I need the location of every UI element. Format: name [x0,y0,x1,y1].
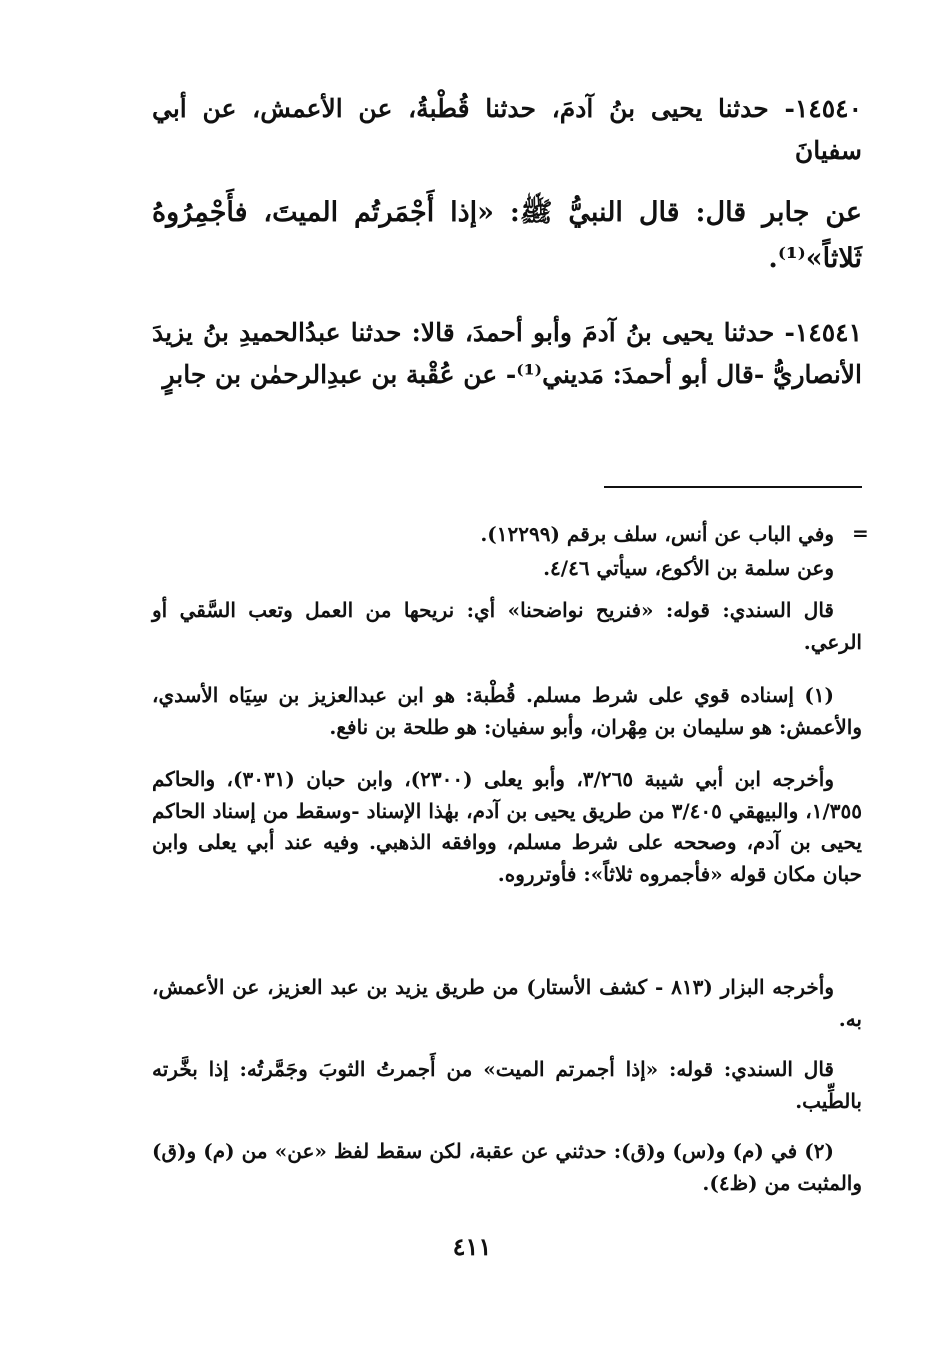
footnote-line: وأخرجه البزار (٨١٣ - كشف الأستار) من طريق يزيد بن عبد العزيز، عن الأعمش، به. [152,975,862,1031]
footnote-line: وفي الباب عن أنس، سلف برقم (١٢٢٩٩). [480,522,834,546]
footnote-1: (١) إسناده قوي على شرط مسلم. قُطْبة: هو ابن عبدالعزيز بن سِيَاه الأسدي، والأعمش: هو سليمان بن مِهْران، وأبو سفيان: هو طلحة بن نافع. [152,683,862,739]
footnote-line: قال السندي: قوله: «فنريح نواضحنا» أي: نريحها من العمل وتعب السَّقي أو الرعي. [152,598,862,654]
footnote-continuation-mark: = [852,521,869,545]
page-number: ٤١١ [452,1232,492,1261]
hadith-14541-isnad: ١٤٥٤١- حدثنا يحيى بنُ آدمَ وأبو أحمدَ، قالا: حدثنا عبدُالحميدِ بنُ يزيدَ الأنصاريُّ -قال أبو أحمدَ: مَديني⁽¹⁾- عن عُقْبة بن عبدِالرحمٰن بن جابرٍ [152,318,862,389]
footnote-divider [604,486,862,488]
hadith-14540-text: عن جابر قال: قال النبيُّ ﷺ: «إذا أَجْمَرتُم الميتَ، فأَجْمِرُوهُ ثَلاثاً»⁽¹⁾. [152,197,862,274]
footnote-line: قال السندي: قوله: «إذا أجمرتم الميت» من أَجمرتُ الثوبَ وجَمَّرتُه: إذا بخَّرته بالطِّيب. [152,1057,862,1113]
footnote-line: وعن سلمة بن الأكوع، سيأتي ٤/٤٦. [543,556,834,580]
footnote-line: وأخرجه ابن أبي شيبة ٣/٢٦٥، وأبو يعلى (٢٣٠٠)، وابن حبان (٣٠٣١)، والحاكم ١/٣٥٥، والبيهقي ٣/٤٠٥ من طريق يحيى بن آدم، بهٰذا الإسناد -وسقط من إسناد الحاكم يحيى بن آدم، وصححه على شرط مسلم، ووافقه الذهبي. وفيه عند أبي يعلى وابن حبان مكان قوله «فأجمروه ثلاثاً»: فأوترروه. [152,767,862,886]
footnote-2: (٢) في (م) و(س) و(ق): حدثني عن عقبة، لكن سقط لفظ «عن» من (م) و(ق) والمثبت من (ظ٤). [152,1139,862,1195]
hadith-14540-isnad: ١٤٥٤٠- حدثنا يحيى بنُ آدمَ، حدثنا قُطْبةُ، عن الأعمش، عن أبي سفيانَ [152,94,862,165]
